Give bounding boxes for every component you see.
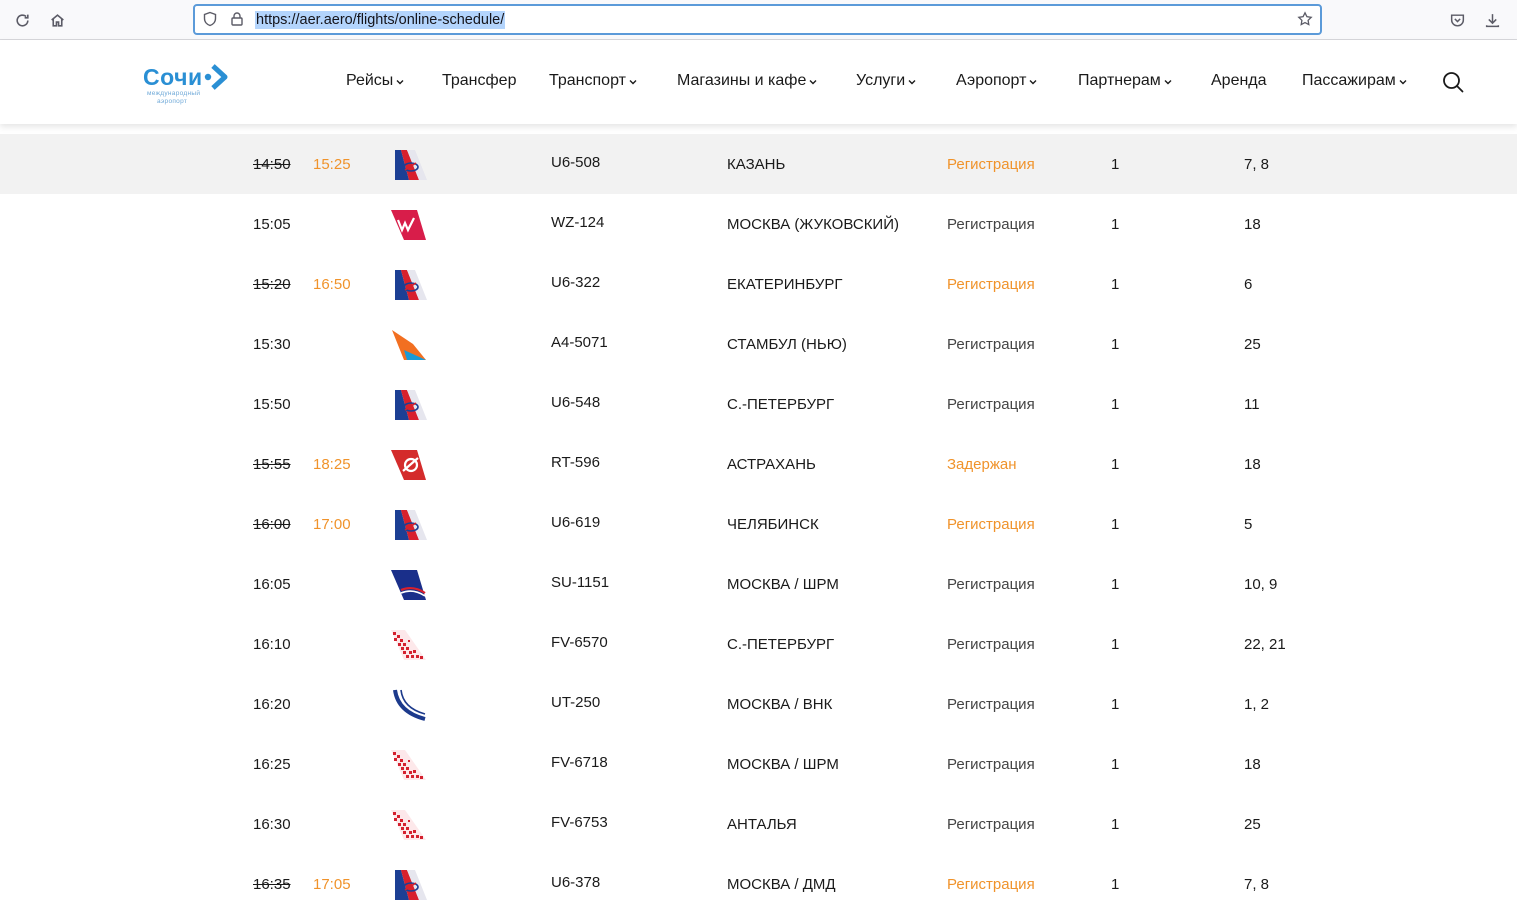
- scheduled-time: 16:20: [253, 696, 291, 713]
- destination: МОСКВА / ДМД: [727, 876, 836, 893]
- flight-number[interactable]: WZ-124: [551, 214, 605, 231]
- scheduled-time: 15:50: [253, 396, 291, 413]
- nav-services[interactable]: [856, 71, 917, 91]
- destination: КАЗАНЬ: [727, 156, 786, 173]
- destination: ЧЕЛЯБИНСК: [727, 516, 819, 533]
- destination: АНТАЛЬЯ: [727, 816, 797, 833]
- status-text: Регистрация: [947, 696, 1035, 713]
- scheduled-time: 16:25: [253, 756, 291, 773]
- utair-logo: [389, 688, 427, 722]
- logo-subtitle-2: аэропорт: [157, 98, 188, 105]
- flight-row[interactable]: [0, 434, 1517, 494]
- flight-row[interactable]: [0, 674, 1517, 734]
- checkin-desks: 10, 9: [1244, 576, 1278, 593]
- shield-icon[interactable]: [202, 11, 218, 32]
- flight-number[interactable]: U6-619: [551, 514, 601, 531]
- ural-airlines-logo: [389, 388, 427, 422]
- flight-schedule: [0, 134, 1517, 914]
- flight-row[interactable]: [0, 494, 1517, 554]
- expected-time: 15:25: [313, 156, 351, 173]
- rossiya-logo: [389, 628, 427, 662]
- flight-number[interactable]: UT-250: [551, 694, 601, 711]
- pocket-icon[interactable]: [1445, 8, 1469, 32]
- expected-time: 17:05: [313, 876, 351, 893]
- flight-number[interactable]: FV-6570: [551, 634, 608, 651]
- flight-row[interactable]: [0, 134, 1517, 194]
- download-icon[interactable]: [1480, 8, 1504, 32]
- destination: МОСКВА / ШРМ: [727, 576, 839, 593]
- checkin-desks: 7, 8: [1244, 876, 1270, 893]
- terminal: 1: [1111, 876, 1120, 893]
- flight-row[interactable]: [0, 854, 1517, 914]
- scheduled-time: 15:05: [253, 216, 291, 233]
- scheduled-time: 14:50: [253, 156, 291, 173]
- terminal: 1: [1111, 336, 1120, 353]
- wizz-air-logo: [389, 208, 427, 242]
- nav-rent[interactable]: [1211, 71, 1267, 91]
- flight-row[interactable]: [0, 614, 1517, 674]
- ural-airlines-logo: [389, 868, 427, 902]
- flight-number[interactable]: FV-6718: [551, 754, 608, 771]
- terminal: 1: [1111, 396, 1120, 413]
- status-text: Регистрация: [947, 156, 1035, 173]
- terminal: 1: [1111, 216, 1120, 233]
- scheduled-time: 16:05: [253, 576, 291, 593]
- nav-transfer[interactable]: [442, 71, 516, 91]
- logo-arrow-icon: [203, 63, 229, 91]
- status-text: Регистрация: [947, 336, 1035, 353]
- flight-row[interactable]: [0, 194, 1517, 254]
- status-text: Регистрация: [947, 276, 1035, 293]
- status-text: Регистрация: [947, 516, 1035, 533]
- lock-icon[interactable]: [229, 11, 245, 32]
- nav-label: Пассажирам: [1302, 72, 1396, 89]
- scheduled-time: 16:30: [253, 816, 291, 833]
- nav-shops-cafes[interactable]: [677, 71, 818, 91]
- bookmark-star-icon[interactable]: [1297, 11, 1313, 32]
- red-wings-logo: [389, 448, 427, 482]
- expected-time: 17:00: [313, 516, 351, 533]
- chevron-down-icon: [395, 77, 405, 87]
- scheduled-time: 16:10: [253, 636, 291, 653]
- nav-label: Рейсы: [346, 72, 394, 89]
- terminal: 1: [1111, 696, 1120, 713]
- checkin-desks: 7, 8: [1244, 156, 1270, 173]
- nav-transport[interactable]: [549, 71, 638, 91]
- checkin-desks: 25: [1244, 336, 1261, 353]
- expected-time: 18:25: [313, 456, 351, 473]
- nav-partners[interactable]: [1078, 71, 1173, 91]
- flight-number[interactable]: U6-322: [551, 274, 601, 291]
- nav-label: Трансфер: [442, 72, 517, 89]
- terminal: 1: [1111, 156, 1120, 173]
- expected-time: 16:50: [313, 276, 351, 293]
- flight-number[interactable]: U6-548: [551, 394, 601, 411]
- scheduled-time: 16:00: [253, 516, 291, 533]
- url-text[interactable]: https://aer.aero/flights/online-schedule/: [256, 12, 505, 28]
- checkin-desks: 18: [1244, 216, 1261, 233]
- rossiya-logo: [389, 748, 427, 782]
- aeroflot-logo: [389, 568, 427, 602]
- destination: ЕКАТЕРИНБУРГ: [727, 276, 843, 293]
- flight-row[interactable]: [0, 734, 1517, 794]
- terminal: 1: [1111, 756, 1120, 773]
- checkin-desks: 18: [1244, 456, 1261, 473]
- status-text: Регистрация: [947, 216, 1035, 233]
- destination: С.-ПЕТЕРБУРГ: [727, 396, 835, 413]
- destination: АСТРАХАНЬ: [727, 456, 816, 473]
- status-text: Регистрация: [947, 756, 1035, 773]
- scheduled-time: 16:35: [253, 876, 291, 893]
- checkin-desks: 1, 2: [1244, 696, 1270, 713]
- ural-airlines-logo: [389, 268, 427, 302]
- rossiya-logo: [389, 808, 427, 842]
- nav-label: Магазины и кафе: [677, 72, 807, 89]
- terminal: 1: [1111, 276, 1120, 293]
- reload-icon[interactable]: [10, 8, 34, 32]
- azur-air-logo: [389, 328, 427, 362]
- terminal: 1: [1111, 636, 1120, 653]
- flight-row[interactable]: [0, 254, 1517, 314]
- site-header: [0, 40, 1517, 124]
- scheduled-time: 15:30: [253, 336, 291, 353]
- destination: МОСКВА / ВНК: [727, 696, 833, 713]
- search-icon[interactable]: [1441, 70, 1465, 94]
- destination: МОСКВА / ШРМ: [727, 756, 839, 773]
- browser-toolbar: [0, 0, 1517, 40]
- nav-flights[interactable]: [346, 71, 405, 91]
- status-text: Регистрация: [947, 396, 1035, 413]
- chevron-down-icon: [907, 77, 917, 87]
- checkin-desks: 6: [1244, 276, 1253, 293]
- destination: СТАМБУЛ (НЬЮ): [727, 336, 847, 353]
- flight-row[interactable]: [0, 374, 1517, 434]
- nav-label: Транспорт: [549, 72, 626, 89]
- nav-label: Аэропорт: [956, 72, 1027, 89]
- flight-number[interactable]: U6-508: [551, 154, 601, 171]
- nav-label: Партнерам: [1078, 72, 1161, 89]
- checkin-desks: 22, 21: [1244, 636, 1286, 653]
- flight-number[interactable]: FV-6753: [551, 814, 608, 831]
- chevron-down-icon: [1163, 77, 1173, 87]
- logo-subtitle-1: международный: [147, 90, 201, 97]
- nav-label: Услуги: [856, 72, 906, 89]
- status-text: Регистрация: [947, 576, 1035, 593]
- destination: МОСКВА (ЖУКОВСКИЙ): [727, 216, 899, 233]
- scheduled-time: 15:55: [253, 456, 291, 473]
- status-text: Задержан: [947, 456, 1017, 473]
- nav-airport[interactable]: [956, 71, 1038, 91]
- terminal: 1: [1111, 516, 1120, 533]
- scheduled-time: 15:20: [253, 276, 291, 293]
- destination: С.-ПЕТЕРБУРГ: [727, 636, 835, 653]
- checkin-desks: 25: [1244, 816, 1261, 833]
- checkin-desks: 5: [1244, 516, 1253, 533]
- terminal: 1: [1111, 576, 1120, 593]
- flight-number[interactable]: SU-1151: [551, 574, 610, 591]
- status-text: Регистрация: [947, 876, 1035, 893]
- home-icon[interactable]: [45, 8, 69, 32]
- chevron-down-icon: [808, 77, 818, 87]
- checkin-desks: 11: [1244, 396, 1260, 413]
- status-text: Регистрация: [947, 636, 1035, 653]
- address-bar[interactable]: [193, 4, 1322, 35]
- flight-number[interactable]: A4-5071: [551, 334, 608, 351]
- checkin-desks: 18: [1244, 756, 1261, 773]
- nav-passengers[interactable]: [1302, 71, 1408, 91]
- logo-text: Сочи: [143, 64, 203, 90]
- ural-airlines-logo: [389, 148, 427, 182]
- flight-row[interactable]: [0, 794, 1517, 854]
- terminal: 1: [1111, 816, 1120, 833]
- flight-number[interactable]: U6-378: [551, 874, 601, 891]
- chevron-down-icon: [1028, 77, 1038, 87]
- flight-row[interactable]: [0, 314, 1517, 374]
- terminal: 1: [1111, 456, 1120, 473]
- status-text: Регистрация: [947, 816, 1035, 833]
- nav-label: Аренда: [1211, 72, 1267, 89]
- site-logo[interactable]: [141, 60, 241, 110]
- chevron-down-icon: [628, 77, 638, 87]
- flight-row[interactable]: [0, 554, 1517, 614]
- flight-number[interactable]: RT-596: [551, 454, 600, 471]
- chevron-down-icon: [1398, 77, 1408, 87]
- ural-airlines-logo: [389, 508, 427, 542]
